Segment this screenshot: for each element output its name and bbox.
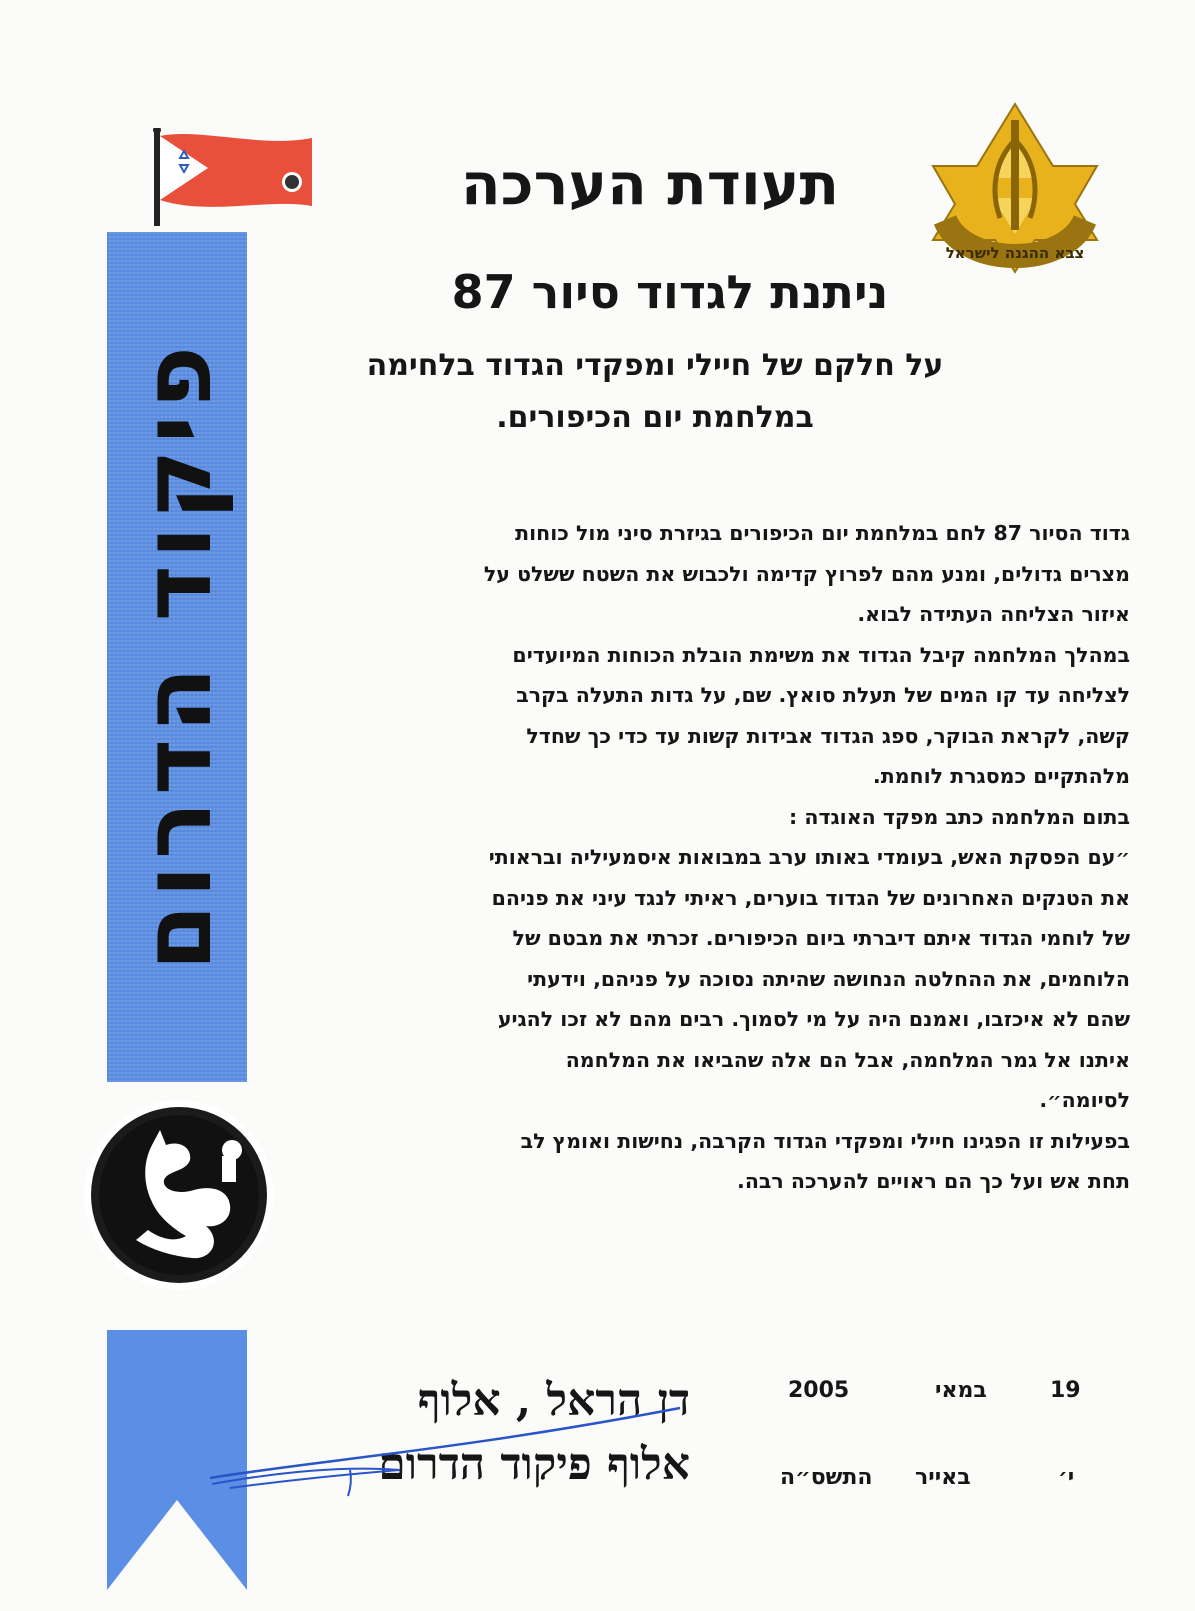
fox-badge-icon [82,1090,277,1300]
dedication [280,340,1030,444]
body-line: לסיומה״. [1039,1088,1130,1112]
body-line: בפעילות זו הפגינו חיילי ומפקדי הגדוד הקרבה, נחישות ואומץ לב [520,1128,1130,1153]
body-line: הלוחמים, את ההחלטה הנחושה שהיתה נסוכה על פניהם, וידעתי [527,966,1130,991]
body-line: במהלך המלחמה קיבל הגדוד את משימת הובלת הכוחות המיועדים [512,642,1130,667]
body-line: את הטנקים האחרונים של הגדוד בוערים, ראיתי לנגד עיני את פניהם [491,885,1130,910]
certificate-title: תעודת הערכה [460,150,840,218]
body-line: לצליחה עד קו המים של תעלת סואץ. שם, על גדות התעלה בקרב [516,683,1130,707]
date-year: 2005 [788,1378,850,1403]
ribbon-text: פיקוד הדרום [121,339,233,971]
certificate-body [270,513,1130,1202]
body-line: תחת אש ועל כך הם ראויים להערכה רבה. [737,1169,1130,1193]
emblem-text: צבא ההגנה לישראל [945,244,1085,262]
body-line: ״עם הפסקת האש, בעומדי באותו ערב במבואות איסמעיליה ובראותי [488,845,1130,869]
body-line: של לוחמי הגדוד איתם דיברתי ביום הכיפורים. זכרתי את מבטם של [512,926,1130,950]
hebrew-date-year: התשס״ה [780,1465,873,1490]
body-line: מלהתקיים כמסגרת לוחמת. [872,764,1130,788]
dedication-line: במלחמת יום הכיפורים. [496,400,814,435]
body-line: מצרים גדולים, ומנע מהם לפרוץ קדימה ולכבוש את השטח ששלט על [483,561,1130,586]
body-line: איתנו אל גמר המלחמה, אבל הם אלה שהביאו את המלחמה [565,1047,1130,1072]
body-line: איזור הצליחה העתידה לבוא. [857,602,1130,626]
body-line: בתום המלחמה כתב מפקד האוגדה : [789,804,1130,829]
body-line: קשה, לקראת הבוקר, ספג הגדוד אבידות קשות עד כדי כך שחדל [526,723,1130,748]
signature-title: אלוף פיקוד הדרום [378,1439,690,1490]
certificate-subtitle: ניתנת לגדוד סיור 87 [451,265,889,319]
handwritten-signature [200,1400,700,1500]
body-line: שהם לא איכזבו, ואמנם היה על מי לסמוך. רבים מהם לא זכו להגיע [497,1007,1130,1031]
dedication-line: על חלקם של חיילי ומפקדי הגדוד בלחימה [366,348,944,383]
southern-command-flag-icon [150,128,320,228]
signature-name: דן הראל , אלוף [417,1375,690,1426]
ribbon-label [107,240,247,1070]
hebrew-date-month: באייר [915,1465,971,1490]
date-month: במאי [935,1378,987,1403]
date-day: 19 [1050,1378,1081,1403]
hebrew-date-day: י׳ [1058,1465,1075,1490]
idf-emblem-icon [925,100,1105,275]
body-line: גדוד הסיור 87 לחם במלחמת יום הכיפורים בגיזרת סיני מול כוחות [515,521,1130,545]
